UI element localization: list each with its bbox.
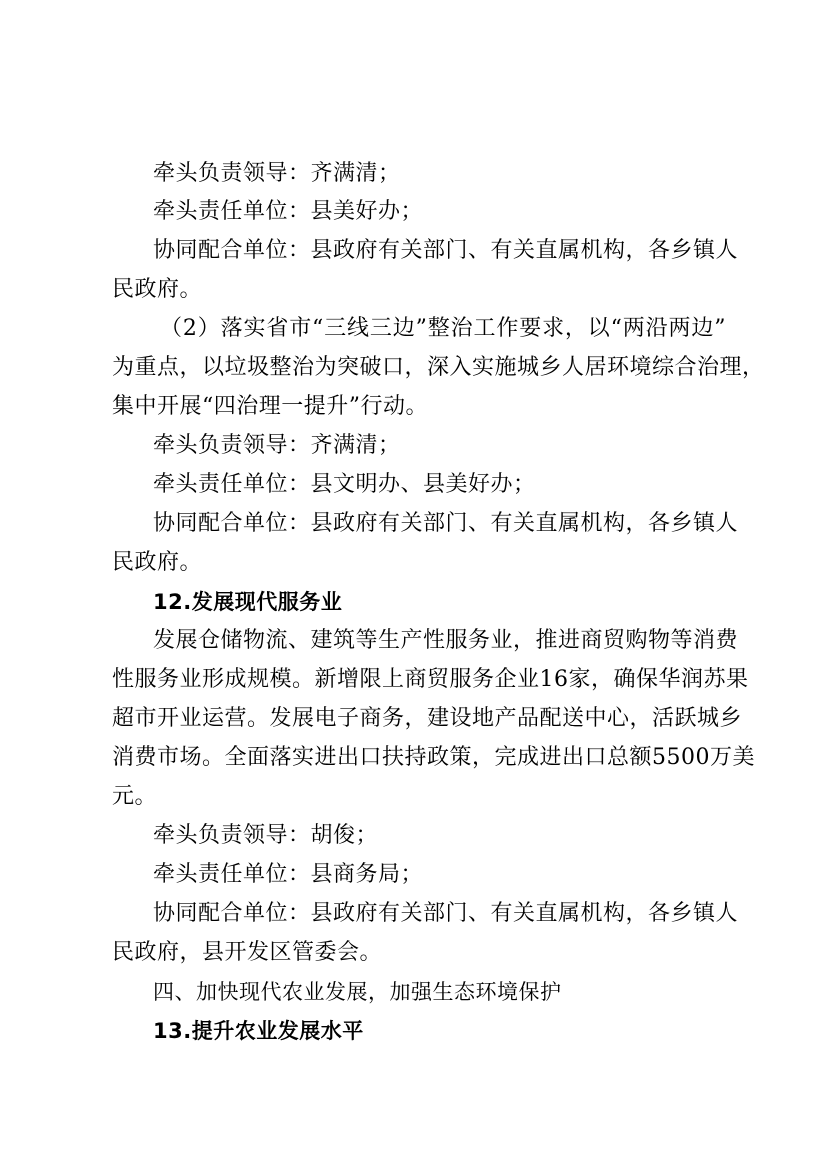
chapter-heading-4: 四、加快现代农业发展，加强生态环境保护 <box>153 980 562 1004</box>
section-12-paragraph-line-1: 发展仓储物流、建筑等生产性服务业，推进商贸购物等消费 <box>153 628 739 653</box>
section-12-paragraph-line-5: 元。 <box>112 784 158 809</box>
cooperating-units-line-2: 协同配合单位：县政府有关部门、有关直属机构，各乡镇人 <box>153 511 739 536</box>
item-2-paragraph-line-3: 集中开展“四治理一提升”行动。 <box>112 394 428 419</box>
section-heading-12: 12.发展现代服务业 <box>153 590 343 614</box>
lead-unit-line-2: 牵头责任单位：县文明办、县美好办； <box>153 472 536 497</box>
section-12-paragraph-line-3: 超市开业运营。发展电子商务，建设地产品配送中心，活跃城乡 <box>112 706 743 731</box>
section-12-paragraph-line-4: 消费市场。全面落实进出口扶持政策，完成进出口总额5500万美 <box>112 745 755 770</box>
lead-leader-line-1: 牵头负责领导：齐满清； <box>153 161 401 186</box>
lead-unit-line-1: 牵头责任单位：县美好办； <box>153 199 424 224</box>
cooperating-units-line-2-cont: 民政府。 <box>112 550 203 575</box>
cooperating-units-line-1: 协同配合单位：县政府有关部门、有关直属机构，各乡镇人 <box>153 238 739 263</box>
lead-leader-line-2: 牵头负责领导：齐满清； <box>153 433 401 458</box>
cooperating-units-line-3-cont: 民政府，县开发区管委会。 <box>112 940 383 965</box>
section-heading-13: 13.提升农业发展水平 <box>153 1019 364 1043</box>
item-2-paragraph-line-2: 为重点，以垃圾整治为突破口，深入实施城乡人居环境综合治理， <box>112 355 765 380</box>
item-2-paragraph-line-1: （2）落实省市“三线三边”整治工作要求，以“两沿两边” <box>160 316 726 341</box>
lead-leader-line-3: 牵头负责领导：胡俊； <box>153 823 379 848</box>
lead-unit-line-3: 牵头责任单位：县商务局； <box>153 862 424 887</box>
cooperating-units-line-1-cont: 民政府。 <box>112 277 203 302</box>
section-12-paragraph-line-2: 性服务业形成规模。新增限上商贸服务企业16家，确保华润苏果 <box>112 667 749 692</box>
cooperating-units-line-3: 协同配合单位：县政府有关部门、有关直属机构，各乡镇人 <box>153 901 739 926</box>
